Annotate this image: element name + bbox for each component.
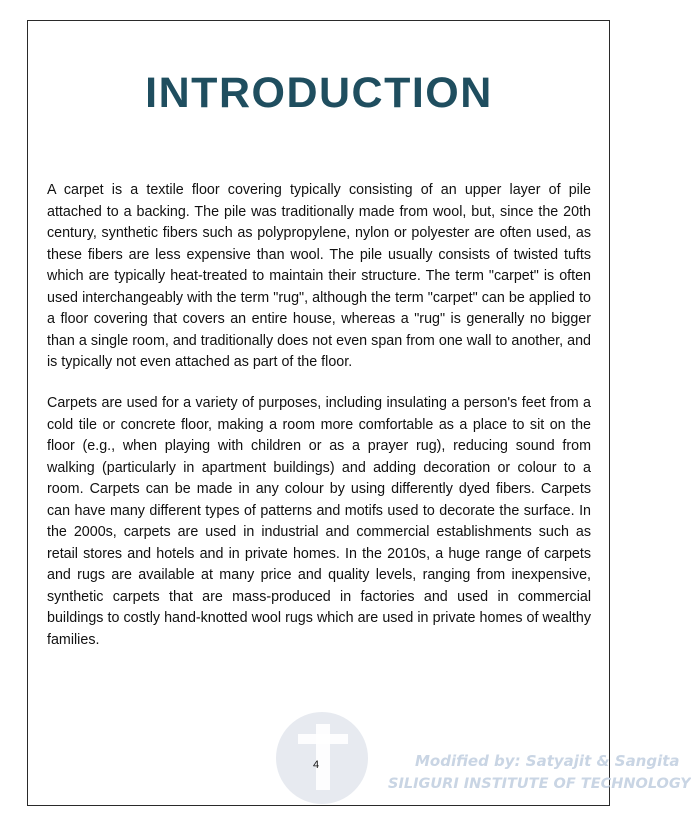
paragraph-carpet-definition: A carpet is a textile floor covering typically consisting of an upper layer of pile attached to a backing. The pile was traditionally made from wool, but, since the 20th century, synthetic fibers such as polypropylene, nylon or polyester are often used, as these fibers are less expensive than wool. The pile usually consists of twisted tufts which are typically heat-treated to maintain their structure. The term "carpet" is often used interchangeably with the term "rug", although the term "carpet" can be applied to a floor covering that covers an entire house, whereas a "rug" is generally no bigger than a single room, and traditionally does not even span from one wall to another, and is typically not even attached as part of the floor.	[47, 182, 591, 370]
watermark-modified-by: Modified by: Satyajit & Sangita	[415, 752, 680, 770]
logo-watermark-icon	[276, 712, 368, 804]
page-number: 4	[313, 759, 320, 771]
paragraph-carpet-uses: Carpets are used for a variety of purposes, including insulating a person's feet from a cold tile or concrete floor, making a room more comfortable as a place to sit on the floor (e.g., when playing with children or as a prayer rug), reducing sound from walking (particularly in apartment buildings) and adding decoration or colour to a room. Carpets can be made in any colour by using differently dyed fibers. Carpets can have many different types of patterns and motifs used to decorate the surface. In the 2000s, carpets are used in industrial and commercial establishments such as retail stores and hotels and in private homes. In the 2010s, a huge range of carpets and rugs are available at many price and quality levels, ranging from inexpensive, synthetic carpets that are mass-produced in factories and used in commercial buildings to costly hand-knotted wool rugs which are used in private homes of wealthy families.	[47, 395, 591, 648]
watermark-institute: SILIGURI INSTITUTE OF TECHNOLOGY	[388, 776, 691, 792]
page-title: INTRODUCTION	[145, 69, 493, 117]
